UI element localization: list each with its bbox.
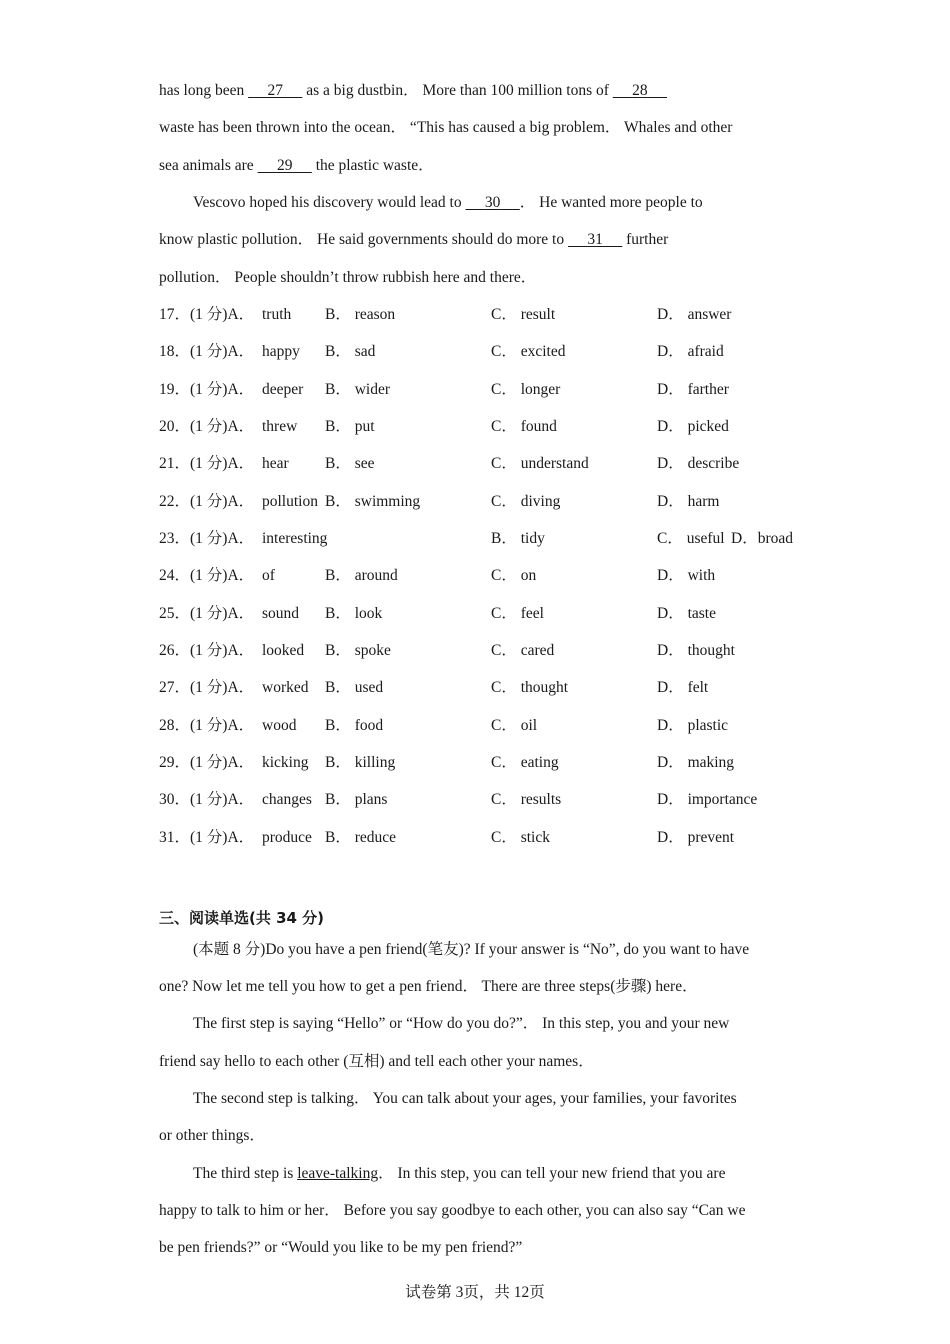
option-d: D． farther: [657, 381, 729, 398]
passage-line-5: know plastic pollution． He said governments should do more to 31 further: [159, 231, 669, 248]
option-d: D． thought: [657, 642, 735, 659]
option-a: looked: [262, 642, 305, 659]
question-26: 26．(1 分)A． looked B． spoke C． cared D． thought: [159, 642, 735, 659]
reading-line: be pen friends?” or “Would you like to be my pen friend?”: [159, 1239, 523, 1256]
option-d: D． with: [657, 567, 716, 584]
section-heading: 三、阅读单选(共 34 分): [159, 909, 325, 927]
blank-30: 30: [484, 194, 501, 211]
option-b: B． see: [325, 455, 375, 472]
option-d: D． picked: [657, 418, 729, 435]
option-b: B． wider: [325, 381, 391, 398]
option-a: truth: [262, 306, 292, 323]
question-19: 19．(1 分)A． deeper B． wider C． longer D． farther: [159, 381, 729, 398]
passage-line-1: [159, 81, 667, 101]
reading-line: The third step is leave-talking． In this step, you can tell your new friend that you are: [193, 1165, 726, 1182]
question-24: 24．(1 分)A． of B． around C． on D． with: [159, 567, 716, 584]
option-a: hear: [262, 455, 289, 472]
reading-line: The first step is saying “Hello” or “How do you do?”． In this step, you and your new: [193, 1015, 730, 1032]
question-31: 31．(1 分)A． produce B． reduce C． stick D． prevent: [159, 829, 735, 846]
reading-line: or other things．: [159, 1127, 265, 1144]
reading-line: friend say hello to each other (互相) and tell each other your names．: [159, 1053, 594, 1070]
option-d: D． taste: [657, 605, 716, 622]
option-b: B． put: [325, 418, 375, 435]
option-c: C． longer: [491, 381, 561, 398]
option-b: B． food: [325, 717, 384, 734]
option-d: D． importance: [657, 791, 758, 808]
blank-31: 31: [587, 231, 603, 248]
option-a: happy: [262, 343, 300, 360]
reading-line: one? Now let me tell you how to get a pen friend． There are three steps(步骤) here．: [159, 978, 698, 995]
option-d: D． making: [657, 754, 735, 771]
option-b: B． look: [325, 605, 383, 622]
option-c: C． understand: [491, 455, 589, 472]
question-25: 25．(1 分)A． sound B． look C． feel D． taste: [159, 605, 716, 622]
question-20: 20．(1 分)A． threw B． put C． found D． picked: [159, 418, 729, 435]
option-a: produce: [262, 829, 312, 846]
option-b: B． plans: [325, 791, 388, 808]
option-b: B． reduce: [325, 829, 397, 846]
passage-line-3: sea animals are 29 the plastic waste．: [159, 157, 434, 174]
passage-line-2: waste has been thrown into the ocean． “This has caused a big problem． Whales and other: [159, 119, 733, 136]
option-c: C． result: [491, 306, 556, 323]
option-d: D． plastic: [657, 717, 729, 734]
option-b: B． reason: [325, 306, 396, 323]
page-footer: 试卷第 3页，共 12页: [405, 1284, 545, 1301]
option-c: C． results: [491, 791, 562, 808]
passage-line-6: pollution． People shouldn’t throw rubbish here and there．: [159, 269, 537, 286]
reading-line: (本题 8 分)Do you have a pen friend(笔友)? If your answer is “No”, do you want to have: [193, 941, 750, 958]
question-21: 21．(1 分)A． hear B． see C． understand D． describe: [159, 455, 740, 472]
option-c: C． thought: [491, 679, 569, 696]
blank-27: 27: [267, 82, 283, 99]
option-b: B． spoke: [325, 642, 391, 659]
passage-text: has long been: [159, 82, 249, 99]
option-d: D． prevent: [657, 829, 735, 846]
option-b: B． sad: [325, 343, 376, 360]
option-a: kicking: [262, 754, 309, 771]
option-b: B． used: [325, 679, 384, 696]
blank-29: 29: [276, 157, 293, 174]
question-23: 23．(1 分)A． interesting B． tidy C． useful D．broad: [159, 530, 793, 547]
option-c: C． feel: [491, 605, 544, 622]
option-c: C． excited: [491, 343, 566, 360]
underlined-term: leave-talking: [297, 1165, 379, 1182]
option-b: B． tidy: [491, 530, 545, 547]
option-d: D．broad: [731, 530, 793, 547]
option-d: D． answer: [657, 306, 732, 323]
blank-28: 28: [632, 82, 648, 99]
passage-line-4: Vescovo hoped his discovery would lead to 30 ． He wanted more people to: [193, 194, 703, 211]
option-c: C． cared: [491, 642, 555, 659]
option-b: B． killing: [325, 754, 396, 771]
option-c: C． eating: [491, 754, 559, 771]
option-c: C． found: [491, 418, 557, 435]
option-a: interesting: [262, 530, 328, 547]
option-c: C． oil: [491, 717, 538, 734]
option-d: D． harm: [657, 493, 720, 510]
option-a: changes: [262, 791, 312, 808]
option-c: C． on: [491, 567, 537, 584]
option-a: worked: [262, 679, 309, 696]
question-30: 30．(1 分)A． changes B． plans C． results D． importance: [159, 791, 758, 808]
option-b: B． around: [325, 567, 398, 584]
option-d: D． felt: [657, 679, 709, 696]
reading-line: The second step is talking． You can talk about your ages, your families, your favorites: [193, 1090, 737, 1107]
option-a: sound: [262, 605, 300, 622]
option-c: C． diving: [491, 493, 561, 510]
option-d: D． describe: [657, 455, 740, 472]
option-a: pollution: [262, 493, 318, 510]
passage-text: as a big dustbin． More than 100 million tons of: [302, 82, 613, 99]
question-22: 22．(1 分)A． pollution B． swimming C． diving D． harm: [159, 493, 720, 510]
question-29: 29．(1 分)A． kicking B． killing C． eating D． making: [159, 754, 735, 771]
option-a: of: [262, 567, 275, 584]
option-a: wood: [262, 717, 297, 734]
question-17: 17．(1 分)A． truth B． reason C． result D． answer: [159, 306, 732, 323]
question-18: 18．(1 分)A． happy B． sad C． excited D． afraid: [159, 343, 724, 360]
option-c: C． stick: [491, 829, 550, 846]
question-27: 27．(1 分)A． worked B． used C． thought D． felt: [159, 679, 709, 696]
question-28: 28．(1 分)A． wood B． food C． oil D． plastic: [159, 717, 729, 734]
reading-line: happy to talk to him or her． Before you say goodbye to each other, you can also say “Can we: [159, 1202, 746, 1219]
option-a: threw: [262, 418, 298, 435]
option-d: D． afraid: [657, 343, 724, 360]
option-c: C． useful: [657, 530, 725, 547]
option-b: B． swimming: [325, 493, 421, 510]
option-a: deeper: [262, 381, 304, 398]
